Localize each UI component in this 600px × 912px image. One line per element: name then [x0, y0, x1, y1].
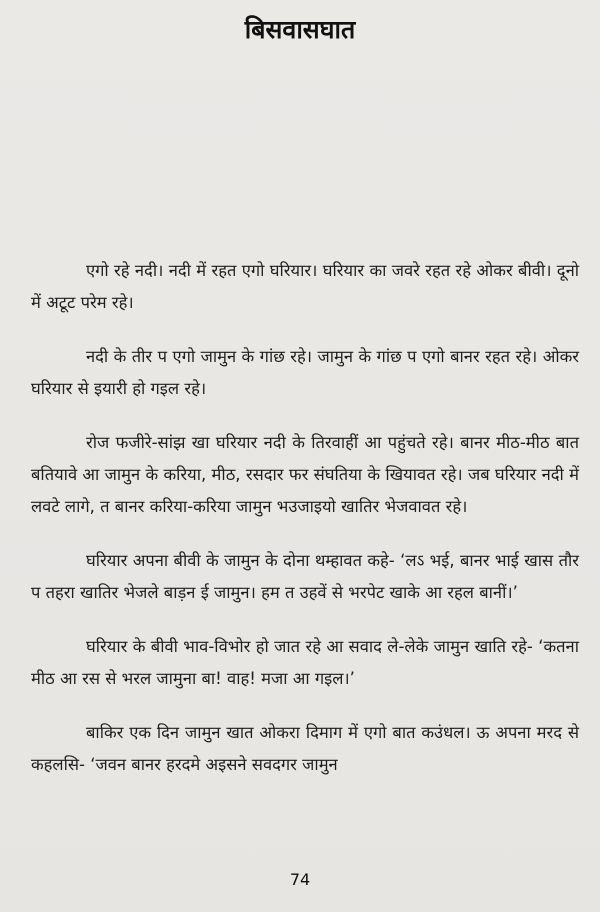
paragraph: घरियार के बीवी भाव-विभोर हो जात रहे आ सवाद ले-लेके जामुन खाति रहे- ‘कतना मीठ आ रस से भरल जामुना बा! वाह! मजा आ गइल।’	[31, 637, 579, 688]
chapter-title: बिसवासघात	[244, 15, 356, 44]
paragraph: एगो रहे नदी। नदी में रहत एगो घरियार। घरियार का जवरे रहत रहे ओकर बीवी। दूनो में अटूट परेम रहे।	[31, 261, 579, 312]
paragraph: घरियार अपना बीवी के जामुन के दोना थम्हावत कहे- ‘लऽ भई, बानर भाई खास तौर प तहरा खातिर भेजले बाड़न ई जामुन। हम त उहवें से भरपेट खाके आ रहल बानीं।’	[31, 551, 579, 602]
page-number: 74	[289, 870, 311, 889]
paragraph: नदी के तीर प एगो जामुन के गांछ रहे। जामुन के गांछ प एगो बानर रहत रहे। ओकर घरियार से इयारी हो गइल रहे।	[31, 347, 579, 398]
paragraph: रोज फजीरे-सांझ खा घरियार नदी के तिरवाहीं आ पहुंचते रहे। बानर मीठ-मीठ बात बतियावे आ जामुन के करिया, मीठ, रसदार फर संघतिया के खियावत रहे। जब घरियार नदी में लवटे लागे, त बानर करिया-करिया जामुन भउजाइयो खातिर भेजवावत रहे।	[31, 433, 579, 516]
page-body	[31, 255, 579, 803]
paragraph: बाकिर एक दिन जामुन खात ओकरा दिमाग में एगो बात कउंधल। ऊ अपना मरद से कहलसि- ‘जवन बानर हरदमे अइसने सवदगर जामुन	[31, 723, 579, 774]
